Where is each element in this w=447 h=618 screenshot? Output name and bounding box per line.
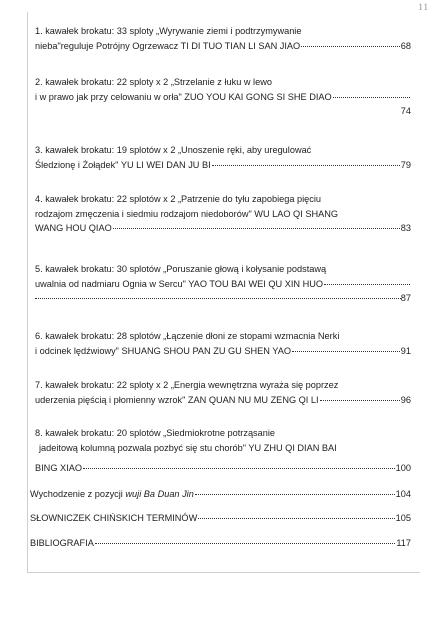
toc-entry-line: 6. kawałek brokatu: 28 splotów „Łączenie dłoni ze stopami wzmacnia Nerki [35, 331, 340, 341]
dot-leader [195, 494, 395, 495]
toc-page-number: 87 [400, 293, 411, 303]
toc-entry-line: 2. kawałek brokatu: 22 sploty x 2 „Strzelanie z łuku w lewo [35, 77, 272, 87]
toc-entry-line-leader [30, 487, 411, 502]
toc-entry-slowniczek[interactable] [30, 511, 411, 526]
toc-entry-line: WANG HOU QIAO [35, 223, 112, 233]
toc-entry-title: BIBLIOGRAFIA [30, 538, 94, 548]
toc-entry-7[interactable] [35, 378, 411, 407]
dot-leader [198, 518, 394, 519]
toc-entry-line-leader [35, 221, 411, 236]
toc-entry-line: 3. kawałek brokatu: 19 splotów x 2 „Unoszenie ręki, aby uregulować [35, 145, 312, 155]
toc-entry-line: uderzenia pięścią i płomienny wzrok" ZAN QUAN NU MU ZENG QI LI [35, 394, 319, 405]
toc-page-number: 104 [395, 489, 411, 499]
dot-leader [333, 97, 410, 98]
dot-leader [292, 351, 400, 352]
toc-entry-title: SŁOWNICZEK CHIŃSKICH TERMINÓW [30, 513, 198, 523]
toc-entry-line: BING XIAO [35, 463, 82, 473]
toc-entry-line: i w prawo jak przy celowaniu w orła" ZUO YOU KAI GONG SI SHE DIAO [35, 91, 332, 102]
toc-entry-line: 4. kawałek brokatu: 22 splotów x 2 „Patrzenie do tyłu zapobiega pięciu [35, 194, 322, 204]
toc-page-number: 91 [400, 345, 411, 356]
toc-page-number: 96 [400, 394, 411, 405]
toc-entry-6[interactable] [35, 329, 411, 358]
toc-entry-bibliografia[interactable] [30, 536, 411, 551]
toc-page-number: 100 [395, 463, 411, 473]
dot-leader [95, 543, 396, 544]
toc-entry-line-leader [35, 291, 411, 306]
toc-entry-line-leader [35, 393, 411, 408]
toc-page-number: 83 [400, 223, 411, 233]
toc-entry-line: 5. kawałek brokatu: 30 splotów „Poruszanie głową i kołysanie podstawą [35, 264, 327, 274]
toc-entry-line-leader [35, 158, 411, 173]
toc-entry-line: nieba"reguluje Potrójny Ogrzewacz TI DI TUO TIAN LI SAN JIAO [35, 40, 301, 51]
dot-leader [324, 284, 410, 285]
toc-entry-1[interactable] [35, 24, 411, 53]
toc-entry-5[interactable] [35, 262, 411, 306]
dot-leader [301, 46, 400, 47]
dot-leader [83, 468, 395, 469]
toc-entry-8[interactable] [35, 426, 411, 476]
dot-leader [35, 298, 401, 299]
toc-entry-line: rodzajom zmęczenia i siedmiu rodzajom niedoborów" WU LAO QI SHANG [35, 208, 338, 219]
toc-entry-line-leader [35, 90, 411, 105]
toc-entry-line: 7. kawałek brokatu: 22 sploty x 2 „Energia wewnętrzna wyraża się poprzez [35, 380, 339, 390]
toc-entry-line-leader [35, 461, 411, 476]
toc-entry-4[interactable] [35, 192, 411, 236]
toc-entry-line-leader [35, 277, 411, 292]
toc-page-number: 105 [395, 513, 411, 523]
toc-page-number: 74 [400, 106, 411, 116]
toc-entry-line: 1. kawałek brokatu: 33 sploty „Wyrywanie ziemi i podtrzymywanie [35, 26, 302, 36]
page-number: 11 [418, 2, 429, 12]
toc-entry-line: 8. kawałek brokatu: 20 splotów „Siedmiokrotne potrząsanie [35, 428, 276, 438]
toc-entry-line: Śledzionę i Żołądek" YU LI WEI DAN JU BI [35, 159, 211, 170]
toc-entry-title: Wychodzenie z pozycji [30, 489, 126, 499]
toc-entry-line-leader [35, 344, 411, 359]
toc-page-number: 79 [400, 159, 411, 170]
dot-leader [212, 165, 400, 166]
toc-entry-line: jadeitową kolumną pozwala pozbyć się stu chorób" YU ZHU QI DIAN BAI [39, 442, 337, 453]
toc-entry-title-italic: wuji Ba Duan Jin [125, 489, 194, 499]
toc-page-number: 68 [400, 40, 411, 51]
toc-entry-line: i odcinek lędźwiowy" SHUANG SHOU PAN ZU GU SHEN YAO [35, 345, 291, 356]
toc-page-number: 117 [396, 538, 411, 548]
toc-entry-line-leader [35, 39, 411, 54]
dot-leader [320, 400, 400, 401]
toc-entry-line-leader [30, 536, 411, 551]
toc-entry-wychodzenie[interactable] [30, 487, 411, 502]
toc-entry-line: uwalnia od nadmiaru Ognia w Sercu" YAO TOU BAI WEI QU XIN HUO [35, 278, 324, 289]
toc-entry-line-leader [30, 511, 411, 526]
dot-leader [113, 228, 400, 229]
toc-entry-3[interactable] [35, 143, 411, 172]
toc-entry-2[interactable] [35, 75, 411, 119]
